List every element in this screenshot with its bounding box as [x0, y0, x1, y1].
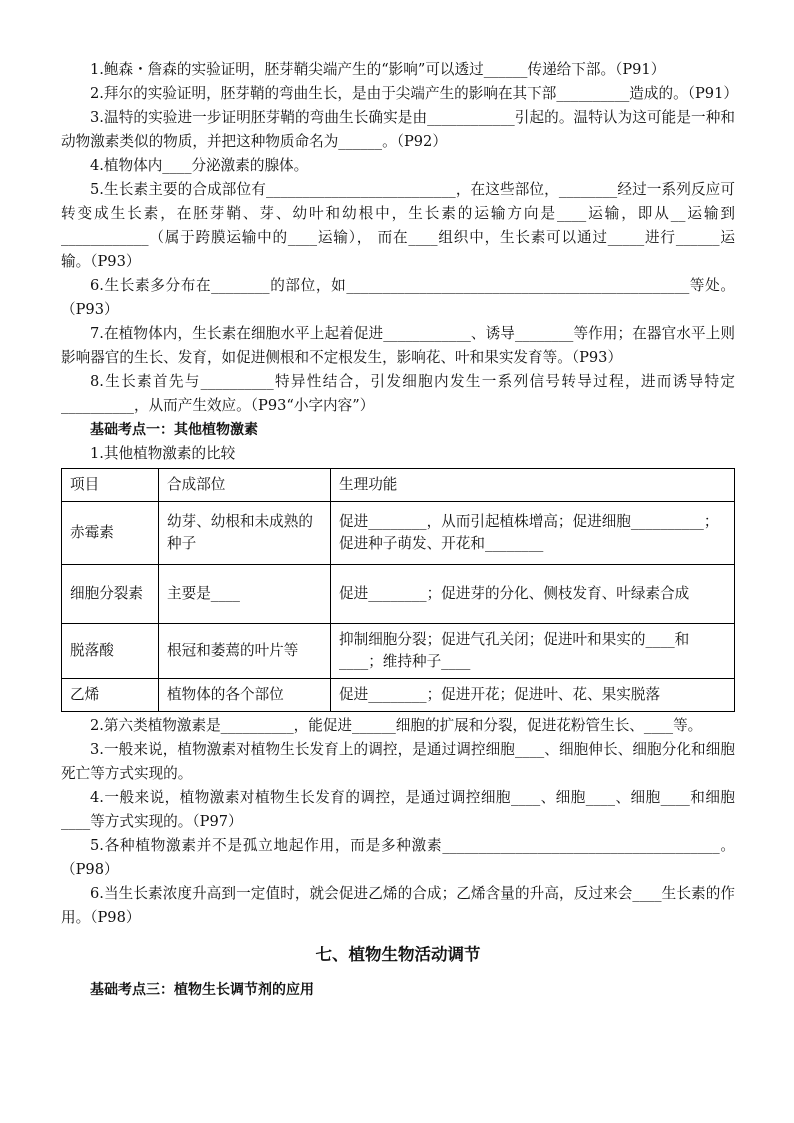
- section-heading-3: 基础考点三：植物生长调节剂的应用: [90, 982, 314, 998]
- question-5: 5.生长素主要的合成部位有__________________________，在这些部位，________经过一系列反应可转变成生长素，在胚芽鞘、芽、幼叶和幼根中，生长素的运输方向是____运输，即从__运输到____________（属于跨膜运输中的____运输）， 而在____组织中，生长素可以通过_____进行______运输。（P93）: [61, 181, 735, 270]
- table-header-cell: 项目: [62, 469, 159, 502]
- table-cell: 促进________；促进开花；促进叶、花、果实脱落: [331, 679, 735, 712]
- table-cell: 赤霉素: [62, 502, 159, 565]
- question-b5: 5.各种植物激素并不是孤立地起作用，而是多种激素______________________________________。（P98）: [61, 837, 735, 878]
- section-heading-1: 基础考点一：其他植物激素: [90, 422, 258, 438]
- table-cell: 幼芽、幼根和未成熟的种子: [159, 502, 331, 565]
- table-caption: 1.其他植物激素的比较: [90, 445, 236, 462]
- table-header-cell: 生理功能: [331, 469, 735, 502]
- table-cell: 脱落酸: [62, 624, 159, 679]
- question-3: 3.温特的实验进一步证明胚芽鞘的弯曲生长确实是由____________引起的。温特认为这可能是一种和动物激素类似的物质，并把这种物质命名为______。（P92）: [61, 109, 735, 150]
- question-4: 4.植物体内____分泌激素的腺体。: [90, 157, 309, 174]
- document-page: [61, 58, 738, 1002]
- question-6: 6.生长素多分布在________的部位，如_______________________________________________等处。（P93）: [61, 277, 735, 318]
- table-cell: 植物体的各个部位: [159, 679, 331, 712]
- question-1: 1.鲍森・詹森的实验证明，胚芽鞘尖端产生的“影响”可以透过______传递给下部。（P91）: [90, 61, 666, 78]
- table-cell: 主要是____: [159, 565, 331, 624]
- table-cell: 抑制细胞分裂；促进气孔关闭；促进叶和果实的____和____；维持种子____: [331, 624, 735, 679]
- table-row: [62, 565, 735, 624]
- question-b3: 3.一般来说，植物激素对植物生长发育上的调控，是通过调控细胞____、细胞伸长、细胞分化和细胞死亡等方式实现的。: [61, 741, 735, 782]
- question-b2: 2.第六类植物激素是__________，能促进______细胞的扩展和分裂，促进花粉管生长、____等。: [90, 717, 703, 734]
- table-cell: 根冠和萎蔫的叶片等: [159, 624, 331, 679]
- hormone-comparison-table: [61, 468, 735, 712]
- table-row: [62, 624, 735, 679]
- table-header-row: [62, 469, 735, 502]
- table-row: [62, 502, 735, 565]
- question-b6: 6.当生长素浓度升高到一定值时，就会促进乙烯的合成；乙烯含量的升高，反过来会____生长素的作用。（P98）: [61, 885, 735, 926]
- table-cell: 促进________，从而引起植株增高；促进细胞__________；促进种子萌发、开花和________: [331, 502, 735, 565]
- table-cell: 促进________；促进芽的分化、侧枝发育、叶绿素合成: [331, 565, 735, 624]
- question-b4: 4.一般来说，植物激素对植物生长发育的调控，是通过调控细胞____、细胞____、细胞____和细胞____等方式实现的。（P97）: [61, 789, 735, 830]
- table-cell: 细胞分裂素: [62, 565, 159, 624]
- table-cell: 乙烯: [62, 679, 159, 712]
- question-2: 2.拜尔的实验证明，胚芽鞘的弯曲生长，是由于尖端产生的影响在其下部__________造成的。（P91）: [90, 85, 738, 102]
- question-7: 7.在植物体内，生长素在细胞水平上起着促进____________、诱导________等作用；在器官水平上则影响器官的生长、发育，如促进侧根和不定根发生，影响花、叶和果实发育等。（P93）: [61, 325, 735, 366]
- table-row: [62, 679, 735, 712]
- chapter-title: 七、植物生物活动调节: [315, 945, 481, 964]
- table-header-cell: 合成部位: [159, 469, 331, 502]
- question-8: 8.生长素首先与__________特异性结合，引发细胞内发生一系列信号转导过程，进而诱导特定__________，从而产生效应。（P93“小字内容”）: [61, 373, 735, 414]
